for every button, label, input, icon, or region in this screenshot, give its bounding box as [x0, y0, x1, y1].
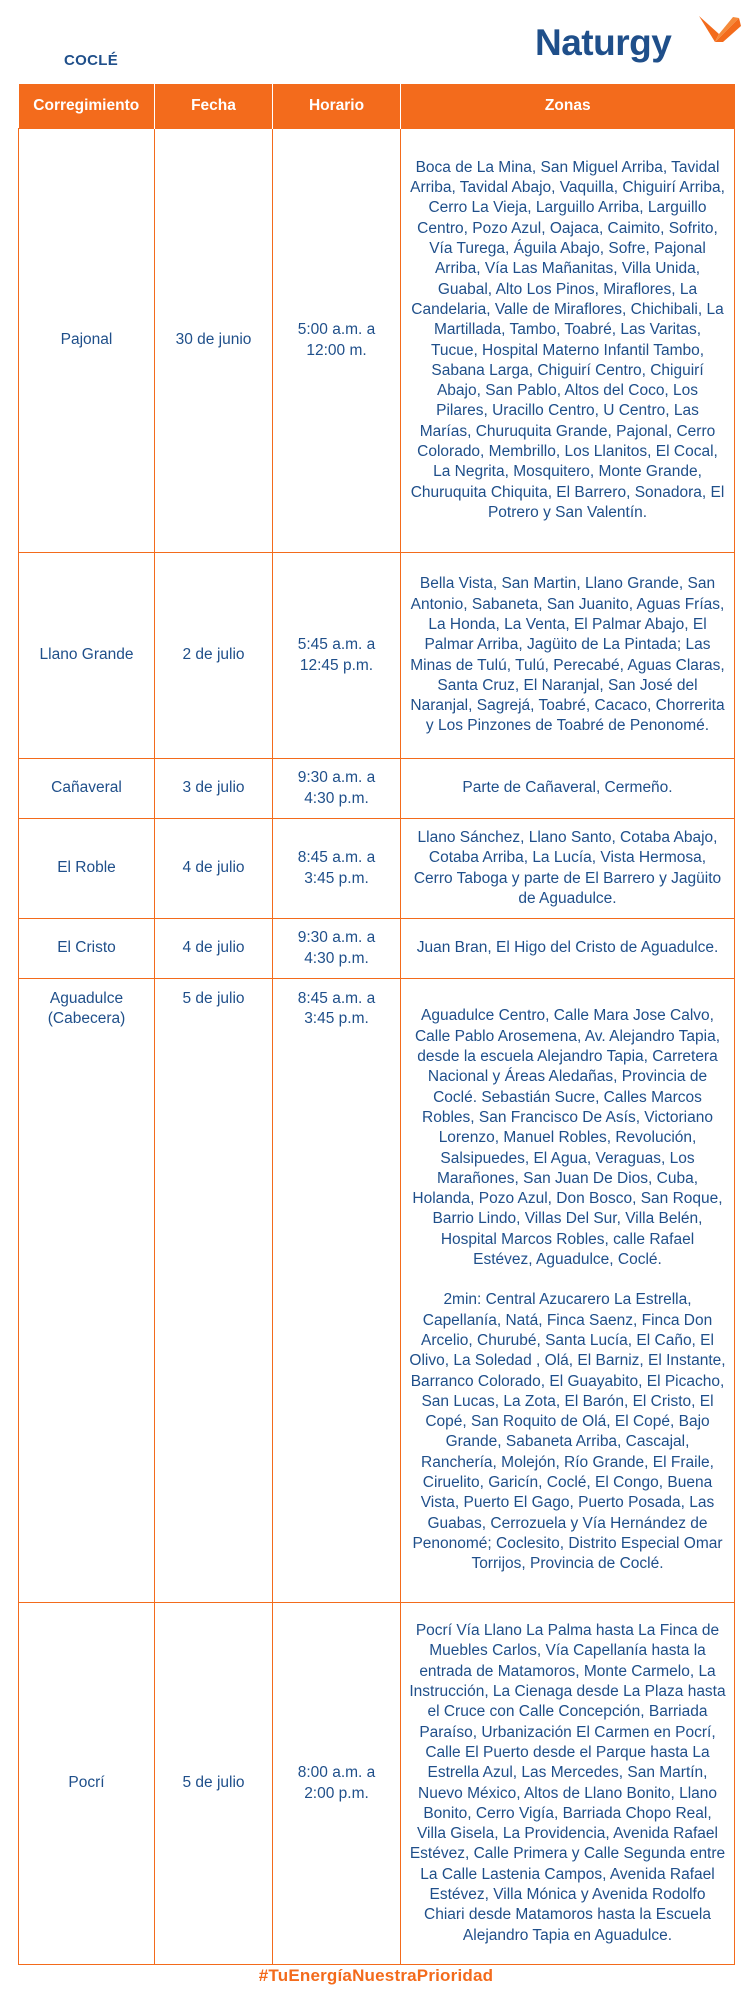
horario-cell: 5:45 a.m. a 12:45 p.m.: [273, 553, 401, 759]
brand-wordmark: Naturgy: [535, 22, 672, 63]
horario-cell: 9:30 a.m. a 4:30 p.m.: [273, 759, 401, 819]
table-row: [19, 819, 735, 919]
zonas-cell: Juan Bran, El Higo del Cristo de Aguadulce.: [401, 919, 735, 979]
horario-cell: 8:45 a.m. a 3:45 p.m.: [273, 979, 401, 1603]
header-fecha: Fecha: [155, 84, 273, 129]
horario-cell: 8:45 a.m. a 3:45 p.m.: [273, 819, 401, 919]
header-corregimiento: Corregimiento: [19, 84, 155, 129]
header-horario: Horario: [273, 84, 401, 129]
outage-schedule-table: [18, 84, 735, 1965]
zonas-cell: Aguadulce Centro, Calle Mara Jose Calvo, Calle Pablo Arosemena, Av. Alejandro Tapia, desde la escuela Alejandro Tapia, Carretera Nacional y Áreas Aledañas, Provincia de Coclé. Sebastián Sucre, Calles Marcos Robles, San Francisco De Asís, Victoriano Lorenzo, Manuel Robles, Revolución, Salsipuedes, El Agua, Veraguas, Los Marañones, San Juan De Dios, Cuba, Holanda, Pozo Azul, Don Bosco, San Roque, Barrio Lindo, Villas Del Sur, Villa Belén, Hospital Marcos Robles, calle Rafael Estévez, Aguadulce, Coclé. 2min: Central Azucarero La Estrella, Capellanía, Natá, Finca Saenz, Finca Don Arcelio, Churubé, Santa Lucía, El Caño, El Olivo, La Soledad , Olá, El Barniz, El Instante, Barranco Colorado, El Guayabito, El Picacho, San Lucas, La Zota, El Barón, El Cristo, El Copé, San Roquito de Olá, El Copé, Bajo Grande, Sabaneta Arriba, Cascajal, Ranchería, Molejón, Río Grande, El Fraile, Ciruelito, Garicín, Coclé, El Congo, Buena Vista, Puerto El Gago, Puerto Posada, Las Guabas, Cerrozuela y Vía Hernández de Penonomé; Coclesito, Distrito Especial Omar Torrijos, Provincia de Coclé.: [401, 979, 735, 1603]
fecha-cell: 5 de julio: [155, 979, 273, 1603]
fecha-cell: 2 de julio: [155, 553, 273, 759]
table-row: [19, 919, 735, 979]
header-zonas: Zonas: [401, 84, 735, 129]
corregimiento-cell: Pajonal: [19, 129, 155, 553]
fecha-cell: 4 de julio: [155, 819, 273, 919]
fecha-cell: 30 de junio: [155, 129, 273, 553]
corregimiento-cell: Pocrí: [19, 1603, 155, 1965]
table-row: [19, 759, 735, 819]
corregimiento-cell: El Cristo: [19, 919, 155, 979]
fecha-cell: 4 de julio: [155, 919, 273, 979]
zonas-cell: Pocrí Vía Llano La Palma hasta La Finca de Muebles Carlos, Vía Capellanía hasta la entrada de Matamoros, Monte Carmelo, La Instrucción, La Cienaga desde La Plaza hasta el Cruce con Calle Concepción, Barriada Paraíso, Urbanización El Carmen en Pocrí, Calle El Puerto desde el Parque hasta La Estrella Azul, Las Mercedes, San Martín, Nuevo México, Altos de Llano Bonito, Llano Bonito, Cerro Vigía, Barriada Chopo Real, Villa Gisela, La Providencia, Avenida Rafael Estévez, Calle Primera y Calle Segunda entre La Calle Lastenia Campos, Avenida Rafael Estévez, Villa Mónica y Avenida Rodolfo Chiari desde Matamoros hasta la Escuela Alejandro Tapia en Aguadulce.: [401, 1603, 735, 1965]
corregimiento-cell: Cañaveral: [19, 759, 155, 819]
zonas-cell: Boca de La Mina, San Miguel Arriba, Tavidal Arriba, Tavidal Abajo, Vaquilla, Chiguirí Arriba, Cerro La Vieja, Larguillo Arriba, Larguillo Centro, Pozo Azul, Oajaca, Caimito, Sofrito, Vía Turega, Águila Abajo, Sofre, Pajonal Arriba, Vía Las Mañanitas, Villa Unida, Guabal, Alto Los Pinos, Miraflores, La Candelaria, Valle de Miraflores, Chichibali, La Martillada, Tambo, Toabré, Las Varitas, Tucue, Hospital Materno Infantil Tambo, Sabana Larga, Chiguirí Centro, Chiguirí Abajo, San Pablo, Altos del Coco, Los Pilares, Uracillo Centro, U Centro, Las Marías, Churuquita Grande, Pajonal, Cerro Colorado, Membrillo, Los Llanitos, El Cocal, La Negrita, Mosquitero, Monte Grande, Churuquita Chiquita, El Barrero, Sonadora, El Potrero y San Valentín.: [401, 129, 735, 553]
table-row: [19, 553, 735, 759]
horario-cell: 8:00 a.m. a 2:00 p.m.: [273, 1603, 401, 1965]
table-row: [19, 979, 735, 1603]
naturgy-logo: [535, 12, 740, 72]
table-row: [19, 129, 735, 553]
table-row: [19, 1603, 735, 1965]
province-title: COCLÉ: [64, 52, 118, 69]
corregimiento-cell: Llano Grande: [19, 553, 155, 759]
fecha-cell: 5 de julio: [155, 1603, 273, 1965]
footer-hashtag: #TuEnergíaNuestraPrioridad: [258, 1966, 494, 1985]
horario-cell: 9:30 a.m. a 4:30 p.m.: [273, 919, 401, 979]
zonas-cell: Llano Sánchez, Llano Santo, Cotaba Abajo, Cotaba Arriba, La Lucía, Vista Hermosa, Cerro Taboga y parte de El Barrero y Jagüito de Aguadulce.: [401, 819, 735, 919]
fecha-cell: 3 de julio: [155, 759, 273, 819]
zonas-cell: Bella Vista, San Martin, Llano Grande, San Antonio, Sabaneta, San Juanito, Aguas Frías, La Honda, La Venta, El Palmar Abajo, El Palmar Arriba, Jagüito de La Pintada; Las Minas de Tulú, Tulú, Perecabé, Aguas Claras, Santa Cruz, El Naranjal, San José del Naranjal, Sagrejá, Toabré, Cacaco, Chorrerita y Los Pinzones de Toabré de Penonomé.: [401, 553, 735, 759]
horario-cell: 5:00 a.m. a 12:00 m.: [273, 129, 401, 553]
corregimiento-cell: Aguadulce (Cabecera): [19, 979, 155, 1603]
zonas-cell: Parte de Cañaveral, Cermeño.: [401, 759, 735, 819]
corregimiento-cell: El Roble: [19, 819, 155, 919]
table-header-row: [19, 84, 735, 129]
butterfly-logo-icon: [693, 12, 743, 60]
